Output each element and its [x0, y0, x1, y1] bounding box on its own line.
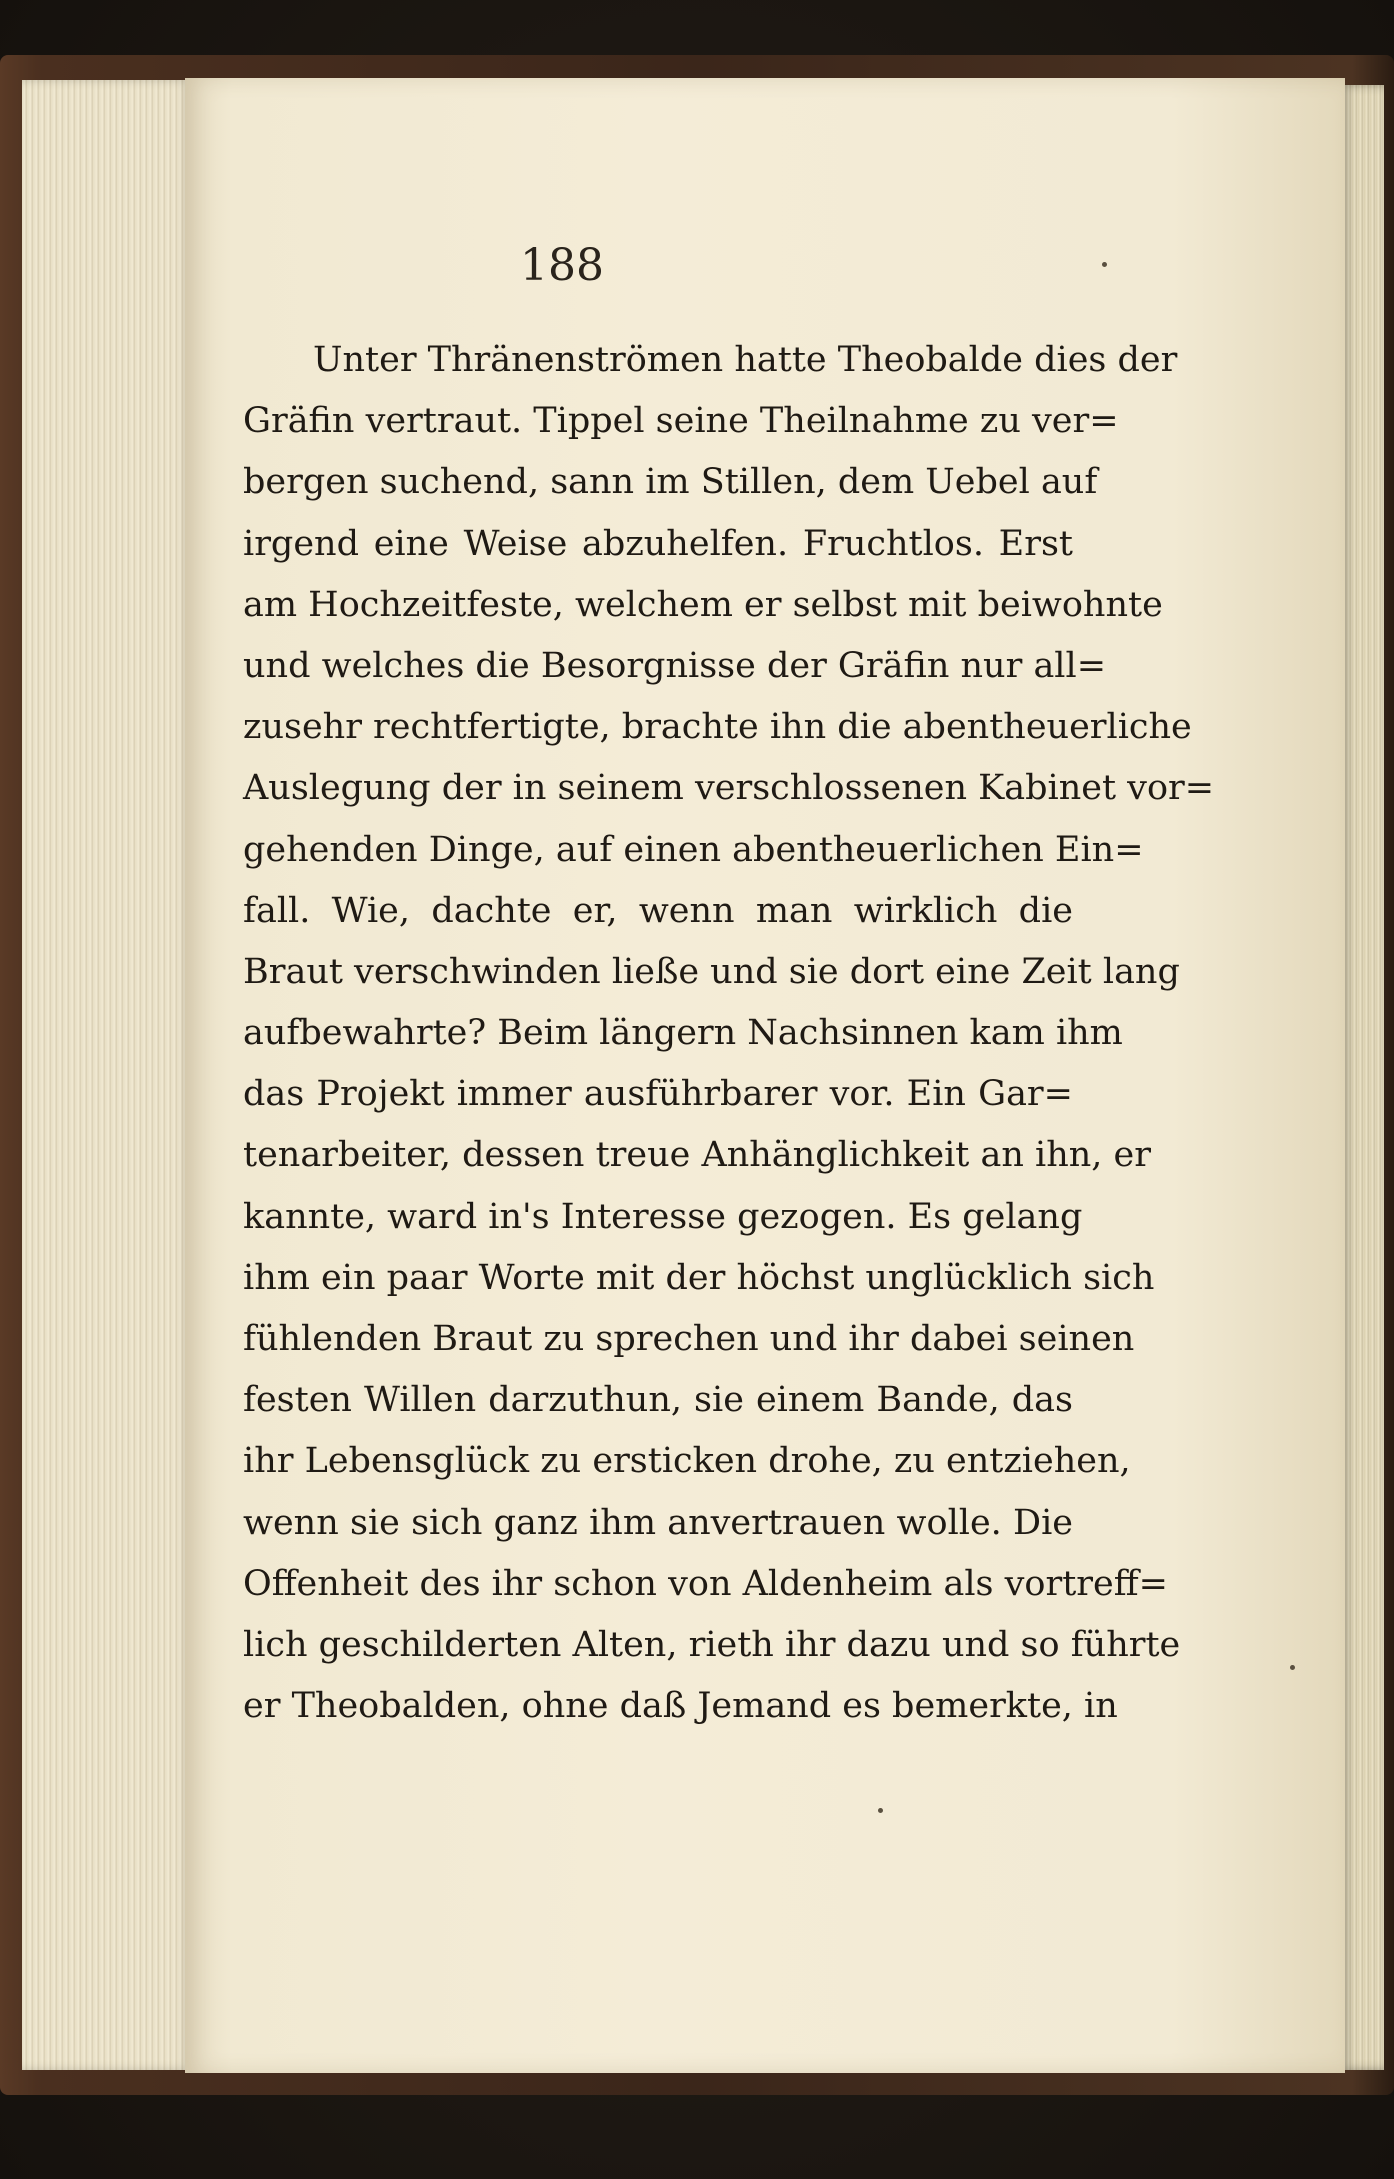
left-page-edges: [22, 80, 192, 2070]
text-line: Gräfin vertraut. Tippel seine Theilnahme zu ver=: [243, 401, 1119, 442]
body-text: [243, 330, 1215, 1737]
text-line: tenarbeiter, dessen treue Anhänglichkeit an ihn, er: [243, 1135, 1151, 1176]
text-line: zusehr rechtfertigte, brachte ihn die abentheuerliche: [243, 707, 1192, 748]
text-line: ihr Lebensglück zu ersticken drohe, zu entziehen,: [243, 1441, 1131, 1482]
text-line: fall. Wie, dachte er, wenn man wirklich die: [243, 890, 1073, 931]
page-number: 188: [520, 240, 604, 291]
text-line: irgend eine Weise abzuhelfen. Fruchtlos. Erst: [243, 523, 1073, 564]
paper-speck: [1290, 1665, 1295, 1670]
text-line: Offenheit des ihr schon von Aldenheim als vortreff=: [243, 1563, 1168, 1604]
text-line: und welches die Besorgnisse der Gräfin nur all=: [243, 645, 1107, 686]
text-line: aufbewahrte? Beim längern Nachsinnen kam ihm: [243, 1013, 1123, 1054]
text-line: Auslegung der in seinem verschlossenen Kabinet vor=: [243, 768, 1215, 809]
text-line: festen Willen darzuthun, sie einem Bande, das: [243, 1380, 1073, 1421]
paper-speck: [878, 1808, 883, 1813]
paper-speck: [1102, 262, 1107, 267]
text-line: bergen suchend, sann im Stillen, dem Uebel auf: [243, 462, 1098, 503]
text-line: er Theobalden, ohne daß Jemand es bemerkte, in: [243, 1686, 1118, 1727]
text-line: lich geschilderten Alten, rieth ihr dazu und so führte: [243, 1624, 1181, 1665]
text-line: wenn sie sich ganz ihm anvertrauen wolle. Die: [243, 1502, 1073, 1543]
text-line: gehenden Dinge, auf einen abentheuerlichen Ein=: [243, 829, 1144, 870]
text-line: ihm ein paar Worte mit der höchst unglücklich sich: [243, 1257, 1155, 1298]
text-line: am Hochzeitfeste, welchem er selbst mit beiwohnte: [243, 584, 1163, 625]
text-line: kannte, ward in's Interesse gezogen. Es gelang: [243, 1196, 1083, 1237]
right-page-edges: [1340, 85, 1384, 2070]
text-line: Unter Thränenströmen hatte Theobalde dies der: [313, 340, 1178, 380]
text-line: fühlenden Braut zu sprechen und ihr dabei seinen: [243, 1319, 1135, 1359]
page-header: [520, 240, 604, 291]
text-line: das Projekt immer ausführbarer vor. Ein Gar=: [243, 1074, 1073, 1115]
text-line: Braut verschwinden ließe und sie dort eine Zeit lang: [243, 951, 1180, 992]
